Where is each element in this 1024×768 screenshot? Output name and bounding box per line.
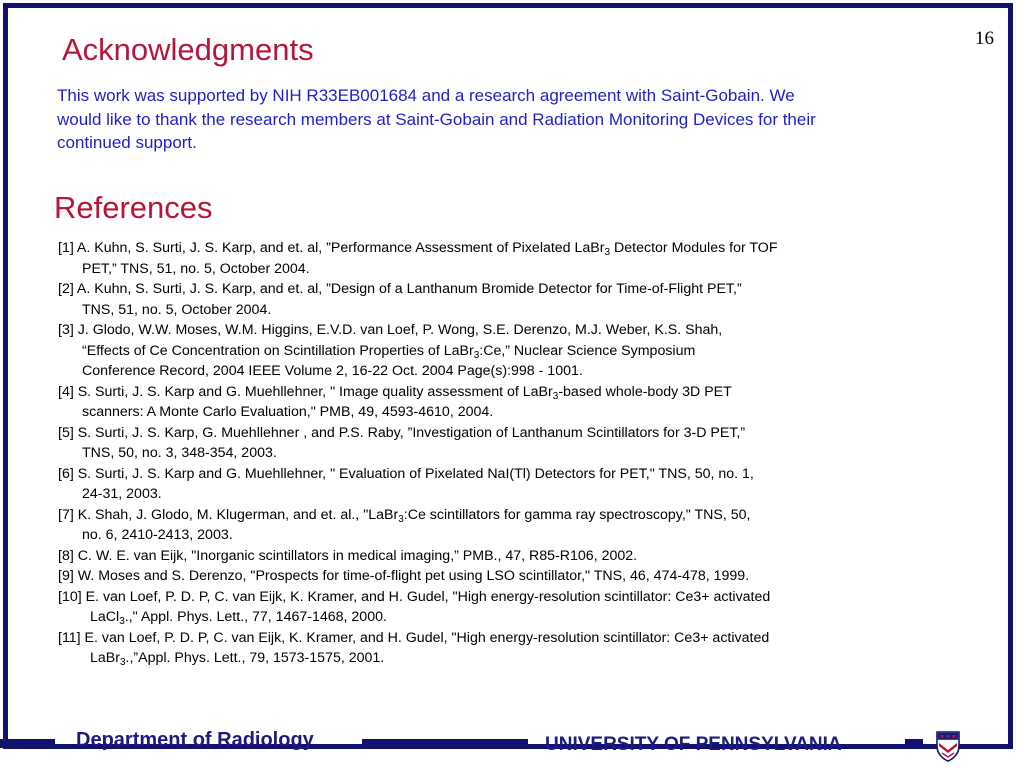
reference-line: TNS, 51, no. 5, October 2004.: [82, 301, 272, 318]
penn-shield-icon: [935, 730, 961, 762]
reference-line: [4] S. Surti, J. S. Karp and G. Muehllehner, " Image quality assessment of LaBr$_3$-based whole-body 3D PET: [58, 383, 732, 402]
footer-bar-right: [905, 739, 923, 748]
reference-line: TNS, 50, no. 3, 348-354, 2003.: [82, 445, 277, 461]
reference-line: 24-31, 2003.: [82, 486, 162, 502]
slide-number: 16: [975, 28, 994, 49]
reference-line: no. 6, 2410-2413, 2003.: [82, 527, 233, 543]
reference-item: [58, 279, 958, 320]
reference-line: LaBr$_3$.,”Appl. Phys. Lett., 79, 1573-1575, 2001.: [90, 650, 385, 668]
acknowledgments-heading: Acknowledgments: [62, 32, 314, 67]
acknowledgments-text: [57, 84, 957, 155]
references-heading: References: [54, 190, 213, 225]
reference-line: [8] C. W. E. van Eijk, "Inorganic scintillators in medical imaging,” PMB., 47, R85-R106, 2002.: [58, 547, 638, 564]
reference-line: Conference Record, 2004 IEEE Volume 2, 16-22 Oct. 2004 Page(s):998 - 1001.: [82, 363, 583, 379]
reference-line: [2] A. Kuhn, S. Surti, J. S. Karp, and et. al, ”Design of a Lanthanum Bromide Detector for Time-of-Flight PET,”: [58, 281, 742, 297]
reference-item: [58, 566, 958, 587]
reference-line: “Effects of Ce Concentration on Scintillation Properties of LaBr$_3$:Ce,” Nuclear Science Symposium: [82, 342, 696, 361]
footer-bar-left: [0, 739, 55, 748]
reference-item: [58, 423, 958, 464]
footer-bar-middle: [362, 739, 528, 748]
reference-line: PET,” TNS, 51, no. 5, October 2004.: [82, 260, 310, 277]
reference-item: [58, 320, 958, 382]
reference-line: [11] E. van Loef, P. D. P, C. van Eijk, K. Kramer, and H. Gudel, "High energy-resolution scintillator: Ce3+ activated: [58, 629, 770, 646]
reference-line: LaCl$_3$.," Appl. Phys. Lett., 77, 1467-1468, 2000.: [90, 609, 387, 627]
ack-line: continued support.: [57, 133, 197, 152]
reference-line: [10] E. van Loef, P. D. P, C. van Eijk, K. Kramer, and H. Gudel, "High energy-resolution scintillator: Ce3+ activated: [58, 588, 771, 605]
reference-line: [1] A. Kuhn, S. Surti, J. S. Karp, and et. al, ”Performance Assessment of Pixelated LaBr$_3$ Detector Modules for TOF: [58, 240, 778, 258]
reference-line: [5] S. Surti, J. S. Karp, G. Muehllehner , and P.S. Raby, ”Investigation of Lanthanum Scintillators for 3-D PET,”: [58, 424, 746, 441]
ack-line: This work was supported by NIH R33EB001684 and a research agreement with Saint-Gobain. We: [57, 86, 795, 105]
reference-line: [7] K. Shah, J. Glodo, M. Klugerman, and et. al., "LaBr$_3$:Ce scintillators for gamma ray spectroscopy," TNS, 50,: [58, 506, 751, 525]
department-label: Department of Radiology: [76, 729, 314, 751]
reference-item: [58, 505, 958, 546]
reference-item: [58, 628, 958, 669]
reference-line: [6] S. Surti, J. S. Karp and G. Muehllehner, " Evaluation of Pixelated NaI(Tl) Detectors for PET," TNS, 50, no. 1,: [58, 465, 754, 482]
ack-line: would like to thank the research members at Saint-Gobain and Radiation Monitoring Devices for their: [57, 109, 816, 129]
reference-line: scanners: A Monte Carlo Evaluation," PMB, 49, 4593-4610, 2004.: [82, 404, 494, 420]
reference-line: [3] J. Glodo, W.W. Moses, W.M. Higgins, E.V.D. van Loef, P. Wong, S.E. Derenzo, M.J. Weber, K.S. Shah,: [58, 322, 723, 338]
reference-item: [58, 546, 958, 567]
references-list: [58, 238, 958, 669]
reference-item: [58, 587, 958, 628]
reference-item: [58, 464, 958, 505]
reference-item: [58, 382, 958, 423]
reference-item: [58, 238, 958, 279]
university-label: UNIVERSITY OF PENNSYLVANIA: [545, 734, 842, 755]
reference-line: [9] W. Moses and S. Derenzo, "Prospects for time-of-flight pet using LSO scintillator," TNS, 46, 474-478, 1999.: [58, 568, 750, 584]
